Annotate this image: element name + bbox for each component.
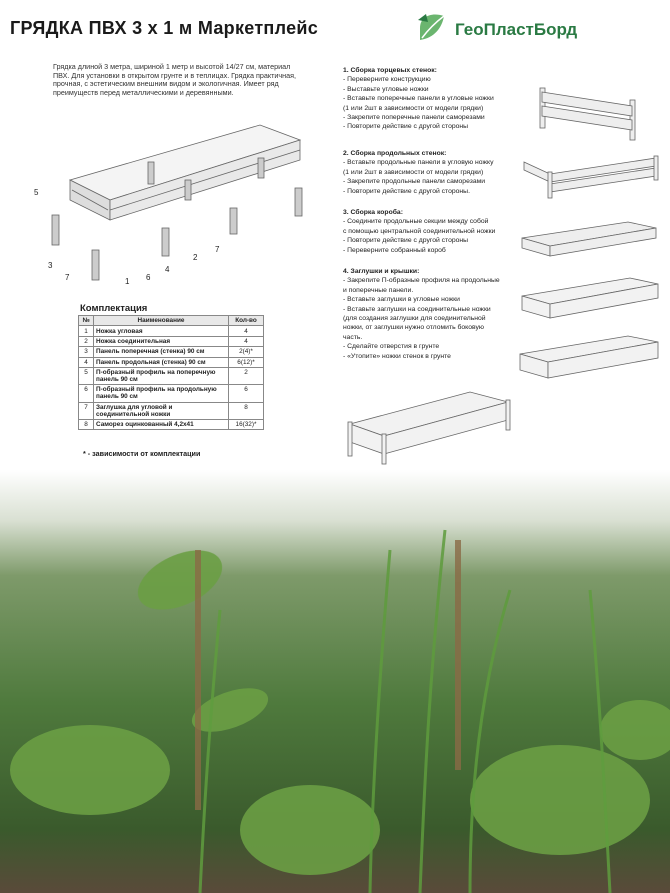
assembly-diagram	[30, 110, 315, 290]
col-header: №	[79, 316, 94, 326]
part-name: Ножка угловая	[94, 326, 229, 336]
diagram-label: 5	[34, 188, 39, 197]
col-header: Наименование	[94, 316, 229, 326]
step-line: - Вставьте заглушки на соединительные ножки	[343, 305, 491, 313]
step4-illustration	[518, 270, 662, 330]
komplekt-title: Комплектация	[80, 303, 148, 314]
table-footnote: * - зависимости от комплектации	[83, 449, 201, 458]
step-line: - Повторите действие с другой стороны	[343, 237, 469, 245]
step-line: (1 или 2шт в зависимости от модели грядки)	[343, 168, 484, 176]
step-line: - Закрепите поперечные панели саморезами	[343, 114, 485, 122]
leaf-icon	[418, 14, 444, 40]
step-line: - Соедините продольные секции между собой	[343, 218, 489, 226]
step-heading: 2. Сборка продольных стенок:	[343, 150, 447, 157]
part-qty: 8	[229, 402, 264, 419]
part-qty: 2(4)*	[229, 347, 264, 357]
table-row	[79, 347, 264, 357]
step-line: с помощью центральной соединительной ножки	[343, 227, 496, 235]
step-line: - Выставьте угловые ножки	[343, 85, 429, 93]
step1-illustration	[532, 72, 642, 144]
col-header: Кол-во	[229, 316, 264, 326]
diagram-label: 7	[215, 245, 220, 254]
row-number: 6	[79, 385, 94, 402]
row-number: 4	[79, 357, 94, 367]
part-name: Панель продольная (стенка) 90 см	[94, 357, 229, 367]
row-number: 3	[79, 347, 94, 357]
step3-illustration	[518, 212, 660, 262]
table-row	[79, 420, 264, 430]
product-description: Грядка длиной 3 метра, шириной 1 метр и высотой 14/27 см, материал ПВХ. Для установки в открытом грунте и в теплицах. Грядка практичная, прочная, с эстетическим внешним видом и экологичная. Имеет ряд преимуществ перед металлическими и деревянными.	[53, 62, 296, 97]
table-row	[79, 385, 264, 402]
diagram-label: 7	[65, 273, 70, 282]
table-row	[79, 336, 264, 346]
table-row	[79, 402, 264, 419]
step-line: (1 или 2шт в зависимости от модели грядки)	[343, 104, 484, 112]
step-1	[343, 66, 519, 132]
step-line: - Закрепите П-образные профиля на продольные	[343, 277, 500, 285]
step-heading: 1. Сборка торцевых стенок:	[343, 67, 437, 74]
garden-photo	[0, 470, 670, 893]
part-qty: 6	[229, 385, 264, 402]
step-heading: 3. Сборка короба:	[343, 209, 403, 216]
part-qty: 16(32)*	[229, 420, 264, 430]
part-name: П-образный профиль на продольную панель 90 см	[94, 385, 229, 402]
table-row	[79, 326, 264, 336]
step5-illustration	[516, 328, 662, 386]
step2-illustration	[520, 152, 660, 202]
part-qty: 2	[229, 367, 264, 384]
part-qty: 4	[229, 336, 264, 346]
parts-table	[78, 315, 264, 430]
diagram-label: 2	[193, 253, 198, 262]
page-title: ГРЯДКА ПВХ 3 х 1 м Маркетплейс	[10, 18, 319, 38]
part-name: Панель поперечная (стенка) 90 см	[94, 347, 229, 357]
diagram-label: 1	[125, 277, 130, 286]
row-number: 1	[79, 326, 94, 336]
step-2	[343, 149, 519, 196]
diagram-label: 3	[48, 261, 53, 270]
step-line: - Повторите действие с другой стороны	[343, 123, 469, 131]
diagram-label: 4	[165, 265, 170, 274]
step-line: - Вставьте продольные панели в угловую ножку	[343, 159, 494, 167]
part-name: П-образный профиль на поперечную панель 90 см	[94, 367, 229, 384]
step-line: - Повторите действие с другой стороны.	[343, 187, 470, 195]
final-illustration	[344, 386, 512, 466]
row-number: 2	[79, 336, 94, 346]
step-line: (для создания заглушки для соединительной	[343, 315, 486, 323]
step-3	[343, 208, 519, 255]
step-line: часть.	[343, 333, 363, 341]
step-line: и поперечные панели.	[343, 286, 414, 294]
step-line: - Переверните конструкцию	[343, 76, 431, 84]
row-number: 5	[79, 367, 94, 384]
step-line: - Вставьте заглушки в угловые ножки	[343, 296, 460, 304]
step-line: ножки, от заглушки нужно отломить боковую	[343, 324, 484, 332]
table-row	[79, 367, 264, 384]
part-name: Саморез оцинкованный 4,2х41	[94, 420, 229, 430]
step-line: - «Утопите» ножки стенок в грунте	[343, 352, 451, 360]
step-line: - Закрепите продольные панели саморезами	[343, 178, 486, 186]
step-heading: 4. Заглушки и крышки:	[343, 268, 420, 275]
row-number: 8	[79, 420, 94, 430]
brand-name: ГеоПластБорд	[455, 20, 578, 39]
step-4	[343, 267, 519, 361]
step-line: - Вставьте поперечные панели в угловые ножки	[343, 95, 494, 103]
part-qty: 6(12)*	[229, 357, 264, 367]
part-name: Ножка соединительная	[94, 336, 229, 346]
row-number: 7	[79, 402, 94, 419]
part-qty: 4	[229, 326, 264, 336]
diagram-label: 6	[146, 273, 151, 282]
step-line: - Сделайте отверстия в грунте	[343, 343, 440, 351]
part-name: Заглушка для угловой и соединительной ножки	[94, 402, 229, 419]
step-line: - Переверните собранный короб	[343, 246, 446, 254]
table-row	[79, 357, 264, 367]
